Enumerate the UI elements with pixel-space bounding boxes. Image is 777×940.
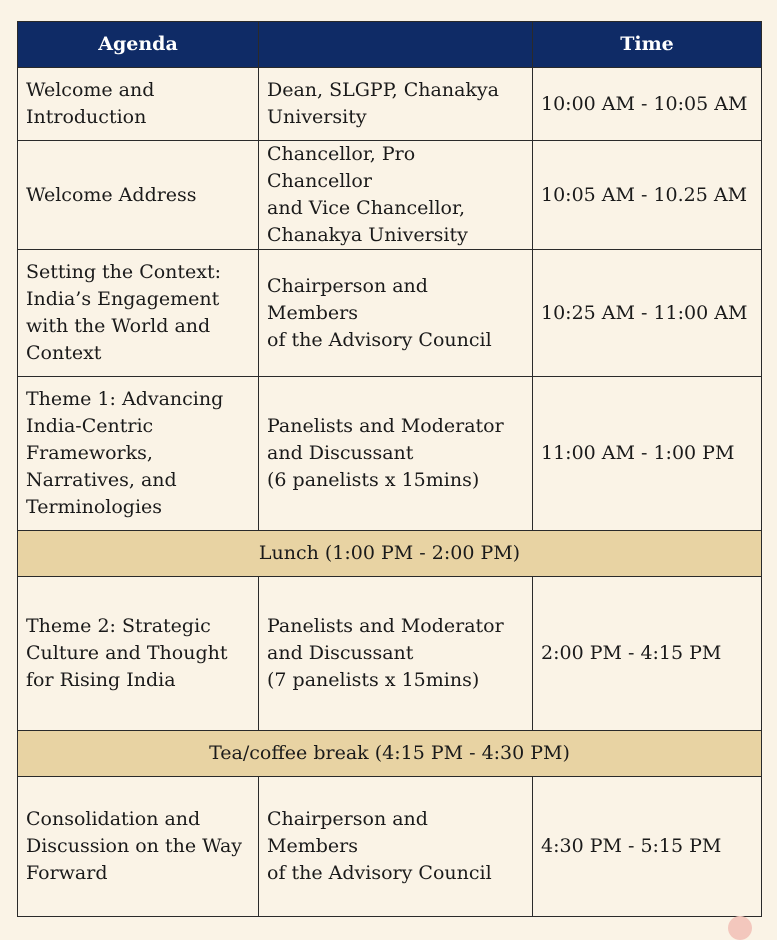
table-row [18,577,762,731]
break-label: Tea/coffee break (4:15 PM - 4:30 PM) [18,731,762,777]
speaker-cell: Panelists and Moderator and Discussant (6 panelists x 15mins) [259,377,533,531]
table-row [18,68,762,141]
header-time: Time [533,22,762,68]
break-row-lunch [18,531,762,577]
agenda-cell: Welcome and Introduction [18,68,259,141]
agenda-cell: Setting the Context: India’s Engagement with the World and Context [18,250,259,377]
time-cell: 4:30 PM - 5:15 PM [533,777,762,917]
break-row-tea [18,731,762,777]
header-row [18,22,762,68]
agenda-table [17,21,762,917]
table-row [18,141,762,250]
time-cell: 10:00 AM - 10:05 AM [533,68,762,141]
table-row [18,377,762,531]
break-label: Lunch (1:00 PM - 2:00 PM) [18,531,762,577]
speaker-cell: Chairperson and Members of the Advisory Council [259,250,533,377]
speaker-cell: Dean, SLGPP, Chanakya University [259,68,533,141]
speaker-cell: Chairperson and Members of the Advisory Council [259,777,533,917]
speaker-cell: Chancellor, Pro Chancellor and Vice Chancellor, Chanakya University [259,141,533,250]
speaker-cell: Panelists and Moderator and Discussant (7 panelists x 15mins) [259,577,533,731]
decorative-circle [728,916,752,940]
agenda-cell: Welcome Address [18,141,259,250]
table-row [18,250,762,377]
header-speaker [259,22,533,68]
agenda-cell: Theme 2: Strategic Culture and Thought for Rising India [18,577,259,731]
time-cell: 2:00 PM - 4:15 PM [533,577,762,731]
agenda-cell: Consolidation and Discussion on the Way Forward [18,777,259,917]
time-cell: 10:05 AM - 10.25 AM [533,141,762,250]
agenda-cell: Theme 1: Advancing India-Centric Frameworks, Narratives, and Terminologies [18,377,259,531]
table-row [18,777,762,917]
time-cell: 11:00 AM - 1:00 PM [533,377,762,531]
header-agenda: Agenda [18,22,259,68]
time-cell: 10:25 AM - 11:00 AM [533,250,762,377]
